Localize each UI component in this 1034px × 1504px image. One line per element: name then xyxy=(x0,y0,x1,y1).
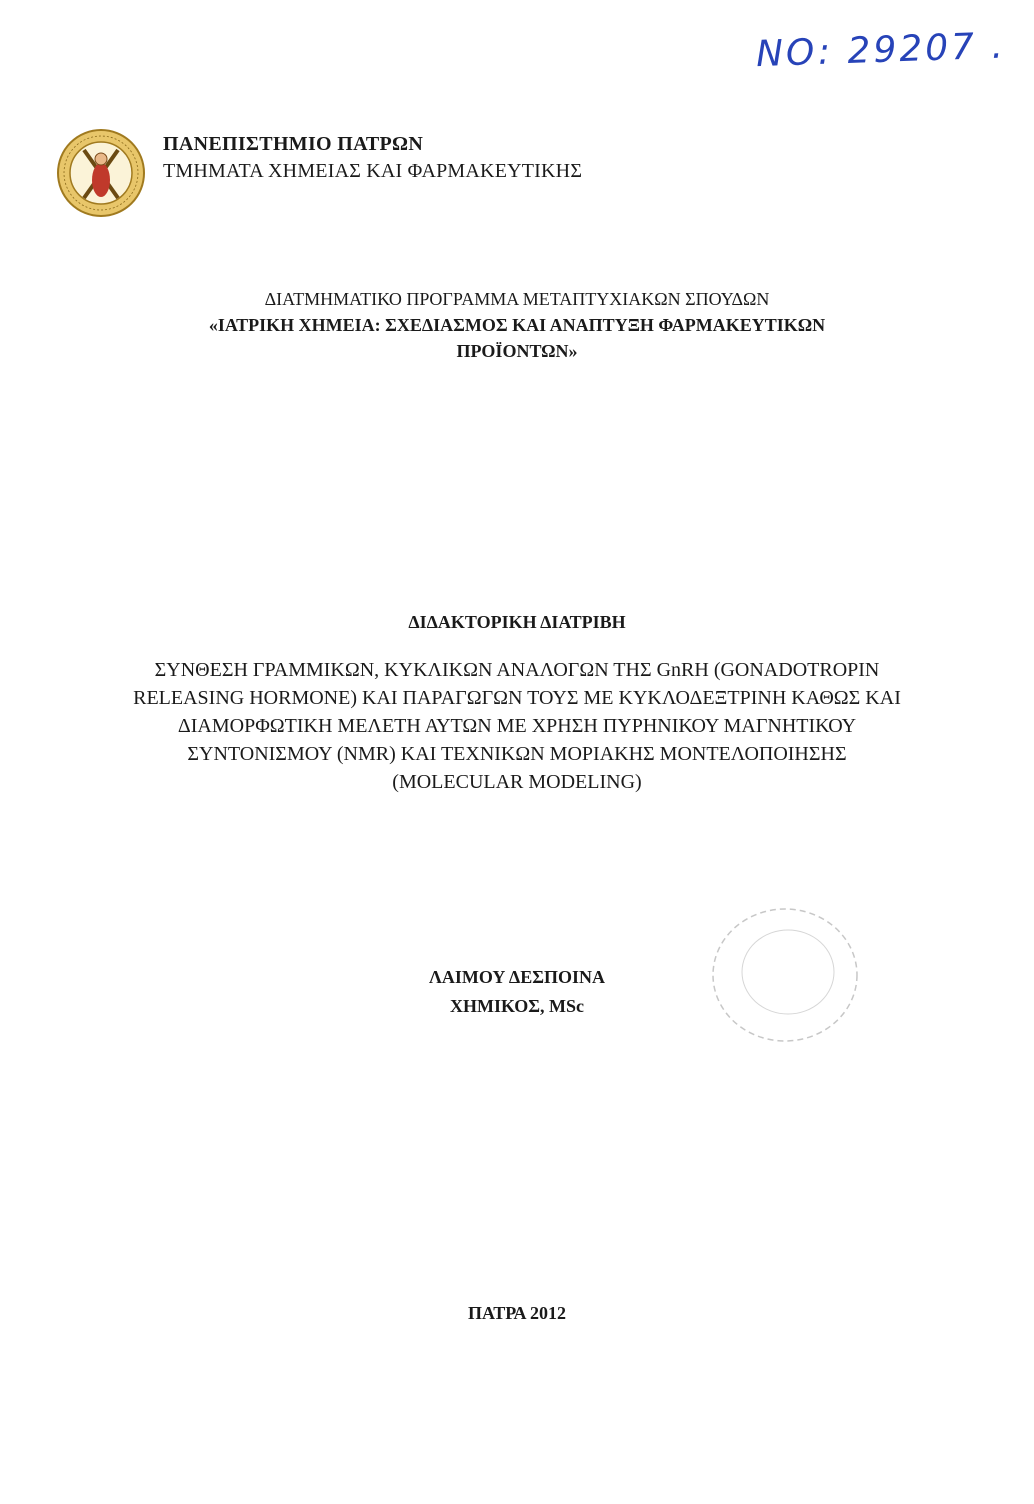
thesis-type: ΔΙΔΑΚΤΟΡΙΚΗ ΔΙΑΤΡΙΒΗ xyxy=(408,612,626,632)
author-name: ΛΑΙΜΟΥ ΔΕΣΠΟΙΝΑ xyxy=(428,967,605,987)
handwritten-catalog-number: NO: 29207 . xyxy=(755,25,1007,76)
thesis-title-line: ΣΥΝΤΟΝΙΣΜΟΥ (NMR) ΚΑΙ ΤΕΧΝΙΚΩΝ ΜΟΡΙΑΚΗΣ ΜΟΝΤΕΛΟΠΟΙΗΣΗΣ xyxy=(187,743,847,765)
thesis-title-line: ΔΙΑΜΟΡΦΩΤΙΚΗ ΜΕΛΕΤΗ ΑΥΤΩΝ ΜΕ ΧΡΗΣΗ ΠΥΡΗΝΙΚΟΥ ΜΑΓΝΗΤΙΚΟΥ xyxy=(177,715,857,737)
thesis-title-line: RELEASING HORMONE) ΚΑΙ ΠΑΡΑΓΩΓΩΝ ΤΟΥΣ ΜΕ ΚΥΚΛΟΔΕΞΤΡΙΝΗ ΚΑΘΩΣ ΚΑΙ xyxy=(133,687,901,709)
thesis-title-line: (MOLECULAR MODELING) xyxy=(392,771,642,793)
thesis-title-line: ΣΥΝΘΕΣΗ ΓΡΑΜΜΙΚΩΝ, ΚΥΚΛΙΚΩΝ ΑΝΑΛΟΓΩΝ ΤΗΣ GnRH (GONADOTROPIN xyxy=(154,659,880,681)
university-header xyxy=(163,131,763,185)
program-title: ΔΙΑΤΜΗΜΑΤΙΚΟ ΠΡΟΓΡΑΜΜΑ ΜΕΤΑΠΤΥΧΙΑΚΩΝ ΣΠΟΥΔΩΝ xyxy=(264,289,770,309)
university-seal-logo xyxy=(56,128,146,218)
university-name: ΠΑΝΕΠΙΣΤΗΜΙΟ ΠΑΤΡΩΝ xyxy=(163,133,424,155)
place-year: ΠΑΤΡΑ 2012 xyxy=(467,1303,567,1323)
university-departments: ΤΜΗΜΑΤΑ ΧΗΜΕΙΑΣ ΚΑΙ ΦΑΡΜΑΚΕΥΤΙΚΗΣ xyxy=(163,160,583,182)
author-degree: ΧΗΜΙΚΟΣ, MSc xyxy=(450,996,584,1016)
program-name-line: «ΙΑΤΡΙΚΗ ΧΗΜΕΙΑ: ΣΧΕΔΙΑΣΜΟΣ ΚΑΙ ΑΝΑΠΤΥΞΗ ΦΑΡΜΑΚΕΥΤΙΚΩΝ xyxy=(208,315,826,335)
thesis-title xyxy=(0,656,1034,796)
program-name-line: ΠΡΟΪΟΝΤΩΝ» xyxy=(456,341,578,361)
program-name xyxy=(0,312,1034,364)
